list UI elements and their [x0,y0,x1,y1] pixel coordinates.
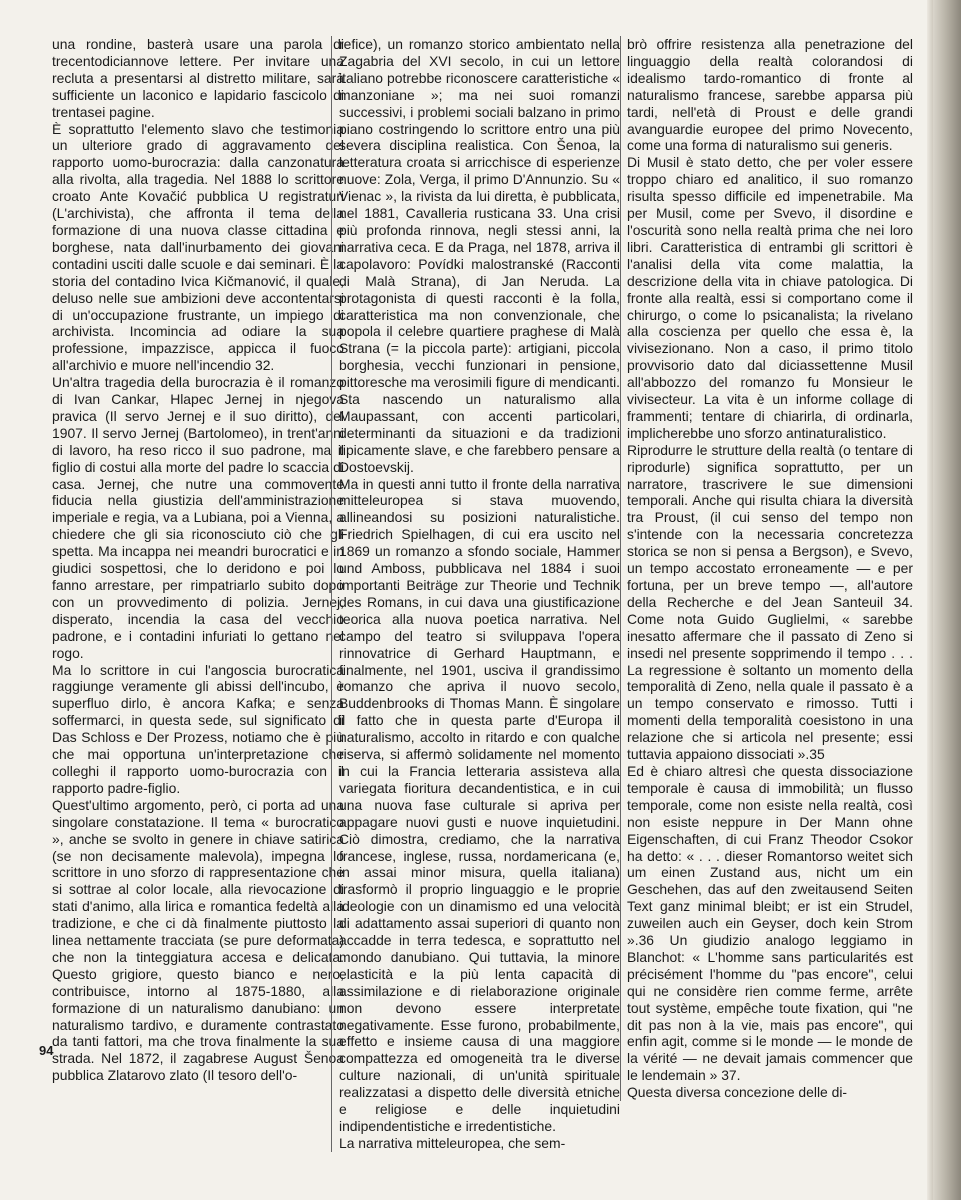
text-column-middle [331,36,620,1152]
paragraph: La narrativa mitteleuropea, che sem- [339,1134,566,1151]
paragraph: Questa diversa concezione delle di- [627,1084,848,1101]
paragraph: Ed è chiaro altresì che questa dissociazione temporale è causa di immobilità; un flusso temporale, come non esiste nella realtà, così non esiste neppure in Der Mann ohne Eigenschaften, di cui Franz Theodor Csokor ha detto: « . . . dieser Romantorso weitet sich um einen Zustand aus, nicht um ein Geschehen, das auf den zweitausend Seiten Text ganz minimal bleibt; er ist ein Strudel, zuweilen auch ein Geyser, doch kein Strom ».36 Un giudizio analogo leggiamo in Blanchot: « L'homme sans particularités est précisément l'homme du "pas encore", celui qui ne considère rien comme ferme, arrête tout système, empêche toute fixation, qui "ne dit pas non à la vie, mais pas encore", qui enfin agit, comme si le monde — le monde de la vérité — ne devait jamais commencer que le lendemain » 37. [627,762,913,1084]
paragraph: Un'altra tragedia della burocrazia è il romanzo di Ivan Cankar, Hlapec Jernej in njegova pravica (Il servo Jernej e il suo diritto), del 1907. Il servo Jernej (Bartolomeo), in trent'anni di lavoro, ha reso ricco il suo padrone, ma il figlio di costui alla morte del padre lo scaccia di casa. Jernej, che nutre una commovente fiducia nella giustizia dell'amministrazione imperiale e regia, va a Lubiana, poi a Vienna, a chiedere che gli sia riconosciuto ciò che gli spetta. Ma incappa nei meandri burocratici e in giudici sospettosi, che lo deridono e poi lo fanno arrestare, per rimpatriarlo subito dopo con un provvedimento di polizia. Jernej, disperato, incendia la casa del vecchio padrone, e i contadini infuriati lo gettano nel rogo. [52,374,344,661]
text-column-right [620,36,913,1101]
paragraph: refice), un romanzo storico ambientato nella Zagabria del XVI secolo, in cui un lettore italiano potrebbe riconoscere caratteristiche « manzoniane »; ma nei suoi romanzi successivi, i problemi sociali balzano in primo piano costringendo lo scrittore entro una più severa disciplina realistica. Con Šenoa, la letteratura croata si arricchisce di esperienze nuove: Zola, Verga, il primo D'Annunzio. Su « Vienac », la rivista da lui diretta, è pubblicata, nel 1881, Cavalleria rusticana 33. Una crisi più profonda rinnova, negli stessi anni, la narrativa ceca. E da Praga, nel 1878, arriva il capolavoro: Povídki malostranské (Racconti di Malà Strana), di Jan Neruda. La protagonista di questi racconti è la folla, caratteristica ma non convenzionale, che popola il celebre quartiere praghese di Malà Strana (= la piccola parte): artigiani, piccola borghesia, vecchi funzionari in pensione, pittoresche ma verosimili figure di mendicanti. Sta nascendo un naturalismo alla Maupassant, con accenti particolari, determinanti da situazioni e da tradizioni tipicamente slave, e che farebbero pensare a Dostoevskij. [339,36,621,475]
paragraph: È soprattutto l'elemento slavo che testimonia un ulteriore grado di aggravamento del rapporto uomo-burocrazia: dalla canzonatura alla rivolta, alla tragedia. Nel 1888 lo scrittore croato Ante Kovačić pubblica U registraturi (L'archivista), che affronta il tema della formazione di una nuova classe cittadina e borghese, nata dall'inurbamento dei giovani contadini usciti dalle scuole e dai seminari. È la storia del contadino Ivica Kičmanović, il quale, deluso nelle sue ambizioni deve accontentarsi di un'occupazione frustrante, un impiego di archivista. Incomincia ad odiare la sua professione, impazzisce, appicca il fuoco all'archivio e muore nell'incendio 32. [52,120,344,374]
paragraph: Riprodurre le strutture della realtà (o tentare di riprodurle) significa soprattutto, per un narratore, trascrivere le sue dimensioni temporali. Anche qui risulta chiara la diversità tra Proust, (il cui senso del tempo non s'intende con la necessaria concretezza storica se non si pensa a Bergson), e Svevo, un tempo accostato erroneamente — e per fortuna, per un breve tempo —, all'autore della Recherche e del Jean Santeuil 34. Come nota Guido Guglielmi, « sarebbe inesatto affermare che il passato di Zeno si insedi nel presente sopprimendo il tempo . . . La regressione è soltanto un momento della temporalità di Zeno, nella quale il passato è a un tempo conservato e rimosso. Tutti i momenti della temporalità coesistono in una relazione che si articola nel presente; essi tuttavia appaiono dissociati ».35 [627,441,913,763]
paragraph: Ma in questi anni tutto il fronte della narrativa mitteleuropea si stava muovendo, allineandosi su posizioni naturalistiche. Friedrich Spielhagen, di cui era uscito nel 1869 un romanzo a sfondo sociale, Hammer und Amboss, pubblicava nel 1884 i suoi importanti Beiträge zur Theorie und Technik des Romans, in cui dava una giustificazione teorica alla nuova poetica narrativa. Nel campo del teatro si sviluppava l'opera rinnovatrice di Gerhard Hauptmann, e finalmente, nel 1901, usciva il grandissimo romanzo che apriva il nuovo secolo, Buddenbrooks di Thomas Mann. È singolare il fatto che in questa parte d'Europa il naturalismo, accolto in ritardo e con qualche riserva, si affermò solidamente nel momento in cui la Francia letteraria assisteva alla variegata fioritura decandentistica, e in cui una nuova fase culturale si apriva per appagare nuovi gusti e nuove inquietudini. Ciò dimostra, crediamo, che la narrativa francese, inglese, russa, nordamericana (e, in assai minor misura, quella italiana) trasformò il proprio linguaggio e le proprie ideologie con un dinamismo ed una velocità di adattamento assai superiori di quanto non accadde in terra tedesca, e soprattutto nel mondo danubiano. Qui tuttavia, la minore elasticità e la più lenta capacità di assimilazione e di rielaborazione originale non devono essere interpretate negativamente. Esse furono, probabilmente, effetto e insieme causa di una maggiore compattezza ed omogeneità tra le diverse culture nazionali, di un'unità spirituale realizzatasi a dispetto delle diversità etniche e religiose e delle inquietudini indipendentistiche e irredentistiche. [339,475,620,1134]
paragraph: brò offrire resistenza alla penetrazione del linguaggio della realtà colorandosi di idealismo tardo-romantico di fronte al naturalismo francese, sarebbe apparsa più tardi, nell'età di Proust e delle grandi avanguardie europee del primo Novecento, come una forma di naturalismo sui generis. [627,36,913,154]
paragraph: una rondine, basterà usare una parola di trecentodiciannove lettere. Per invitare una recluta a presentarsi al distretto militare, sarà sufficiente un laconico e lapidario fascicolo di trentasei pagine. [52,36,344,120]
paragraph: Quest'ultimo argomento, però, ci porta ad una singolare constatazione. Il tema « burocratico », anche se svolto in genere in chiave satirica (se non decisamente malevola), impegna lo scrittore in uno sforzo di rappresentazione che si sottrae al color locale, alla rievocazione di stati d'animo, alla lirica e romantica fedeltà alla tradizione, e che ci dà finalmente piuttosto la linea nettamente tracciata (se pure deformata) che non la tinteggiatura accesa e delicata. Questo grigiore, questo bianco e nero, contribuisce, intorno al 1875-1880, alla formazione di un naturalismo danubiano: un naturalismo tardivo, e duramente contrastato da tanti fattori, ma che trova finalmente la sua strada. Nel 1872, il zagabrese August Šenoa pubblica Zlatarovo zlato (Il tesoro dell'o- [52,796,344,1084]
paragraph: Di Musil è stato detto, che per voler essere troppo chiaro ed analitico, il suo romanzo risulta spesso difficile ed impenetrabile. Ma per Musil, come per Svevo, il disordine e l'oscurità sono nella realtà prima che nei loro libri. Caratteristica di entrambi gli scrittori è l'analisi della vita come malattia, la descrizione della vita in chiave patologica. Di fronte alla realtà, essi si comportano come il chirurgo, o come lo psicanalista; la rivelano alla coscienza per quello che essa è, la vivisezionano. Non a caso, il primo titolo provvisorio dato dal diciassettenne Musil all'abbozzo del romanzo fu Monsieur le vivisecteur. La vita è un informe collage di frammenti; tentare di chiarirla, di ordinarla, implicherebbe uno sforzo antinaturalistico. [627,154,913,441]
text-column-left [52,36,344,1084]
page-number: 94 [39,1043,54,1058]
paragraph: Ma lo scrittore in cui l'angoscia burocratica raggiunge veramente gli abissi dell'incubo, è superfluo dirlo, è ancora Kafka; e senza soffermarci, in questa sede, sul significato di Das Schloss e Der Prozess, notiamo che è più che mai opportuna un'interpretazione che colleghi il rapporto uomo-burocrazia con il rapporto padre-figlio. [52,661,344,796]
page-binding-edge [933,0,961,1200]
